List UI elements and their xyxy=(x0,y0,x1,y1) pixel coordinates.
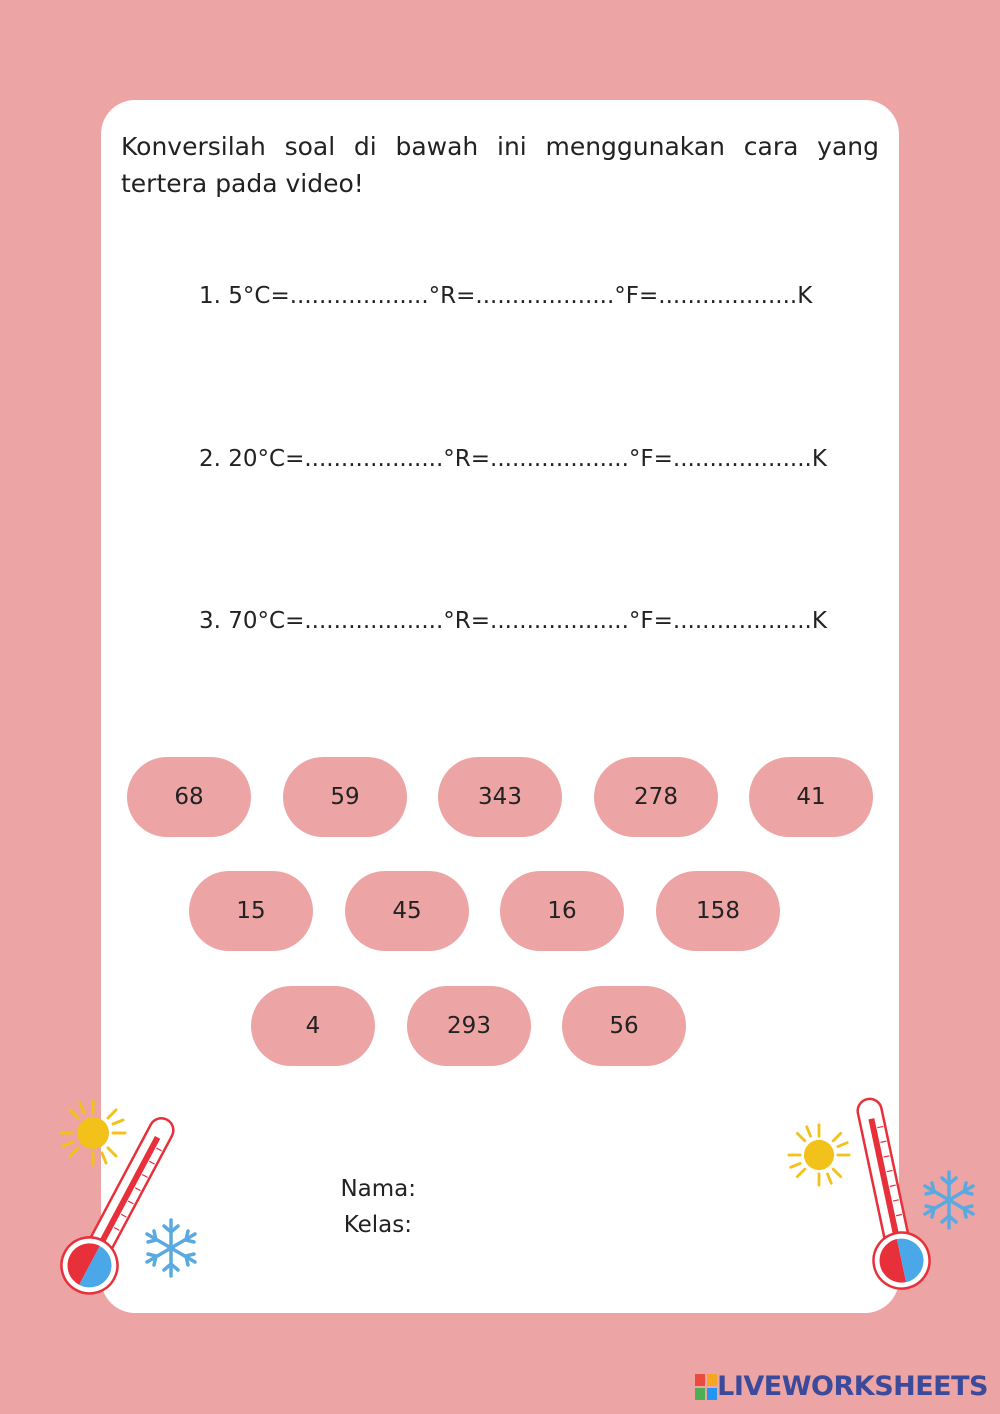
answer-option[interactable]: 59 xyxy=(283,757,407,837)
worksheet-card xyxy=(101,100,899,1313)
snowflake-icon xyxy=(918,1168,980,1232)
answer-option[interactable]: 158 xyxy=(656,871,780,951)
answer-option[interactable]: 293 xyxy=(407,986,531,1066)
answer-option[interactable]: 16 xyxy=(500,871,624,951)
answer-option[interactable]: 68 xyxy=(127,757,251,837)
answer-option[interactable]: 41 xyxy=(749,757,873,837)
answer-option[interactable]: 15 xyxy=(189,871,313,951)
answer-option[interactable]: 343 xyxy=(438,757,562,837)
question-2: 2. 20°C=...................°R=...................°F=...................K xyxy=(199,446,827,472)
answer-option[interactable]: 45 xyxy=(345,871,469,951)
brand-name: LIVEWORKSHEETS xyxy=(717,1371,988,1402)
instruction-text: Konversilah soal di bawah ini menggunakan cara yang tertera pada video! xyxy=(121,132,879,198)
answer-option[interactable]: 278 xyxy=(594,757,718,837)
question-1: 1. 5°C=...................°R=...................°F=...................K xyxy=(199,283,813,309)
name-label: Nama: xyxy=(340,1176,416,1202)
snowflake-icon xyxy=(140,1216,202,1280)
answer-option[interactable]: 4 xyxy=(251,986,375,1066)
liveworksheets-logo xyxy=(695,1371,988,1402)
liveworksheets-logo-icon xyxy=(695,1374,717,1400)
answer-option[interactable]: 56 xyxy=(562,986,686,1066)
class-label: Kelas: xyxy=(343,1212,412,1238)
question-3: 3. 70°C=...................°R=...................°F=...................K xyxy=(199,608,827,634)
